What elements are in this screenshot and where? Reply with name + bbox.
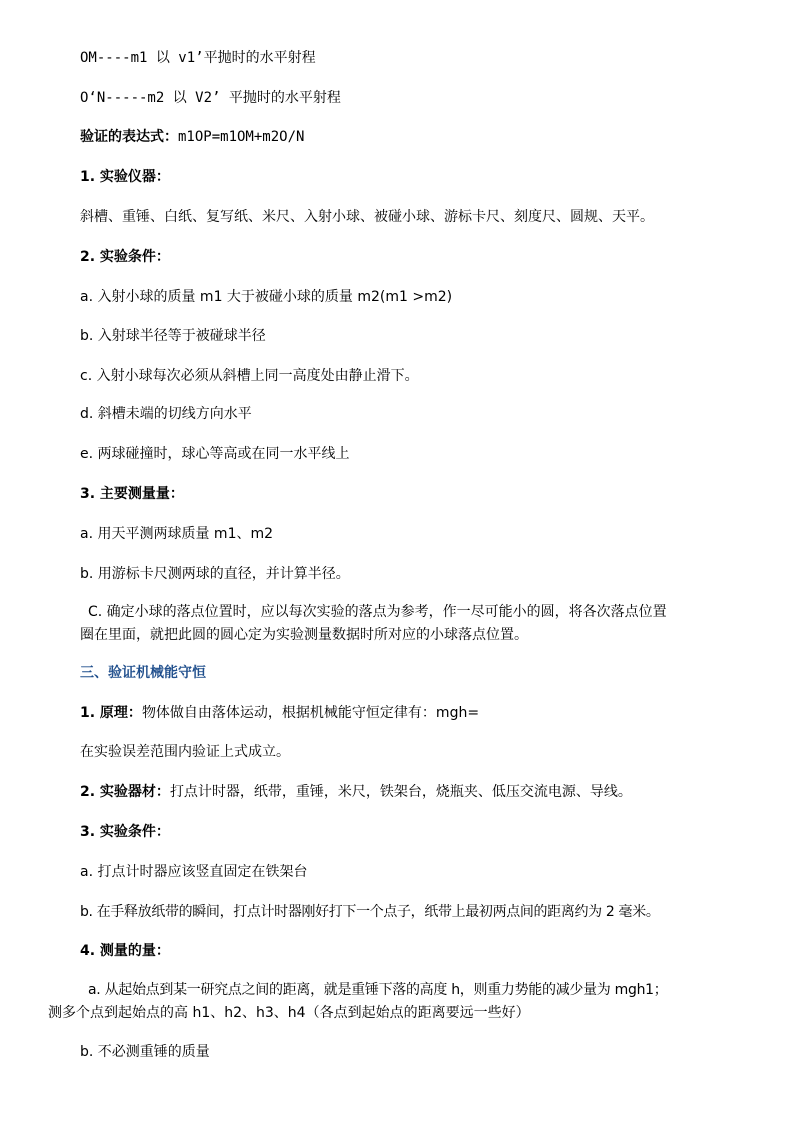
energy-measure-a-line1: a. 从起始点到某一研究点之间的距离，就是重锤下落的高度 h，则重力势能的减少量为 mgh1； [88, 982, 668, 998]
expression-label: 验证的表达式： [80, 129, 178, 145]
energy-condition-b: b. 在手释放纸带的瞬间，打点计时器刚好打下一个点子，纸带上最初两点间的距离约为 2 毫米。 [80, 904, 660, 920]
equipment-text: 打点计时器，纸带，重锤，米尺，铁架台，烧瓶夹、低压交流电源、导线。 [169, 784, 632, 800]
equipment-label: 2. 实验器材： [80, 784, 170, 800]
condition-d: d. 斜槽未端的切线方向水平 [80, 406, 252, 422]
line-om-range: OM----m1 以 v1’平抛时的水平射程 [80, 50, 316, 66]
principle-line [80, 704, 479, 722]
condition-a: a. 入射小球的质量 m1 大于被碰小球的质量 m2(m1 >m2) [80, 289, 453, 305]
section-energy-conservation-heading: 三、验证机械能守恒 [80, 665, 206, 681]
expression-line [80, 128, 304, 146]
equipment-line [80, 783, 632, 801]
instruments-list: 斜槽、重锤、白纸、复写纸、米尺、入射小球、被碰小球、游标卡尺、刻度尺、圆规、天平。 [80, 209, 654, 225]
energy-condition-a: a. 打点计时器应该竖直固定在铁架台 [80, 864, 308, 880]
verify-statement: 在实验误差范围内验证上式成立。 [80, 744, 290, 760]
section-instruments-heading: 1. 实验仪器： [80, 169, 170, 185]
measurement-a: a. 用天平测两球质量 m1、m2 [80, 526, 274, 542]
section-energy-measure-heading: 4. 测量的量： [80, 943, 170, 959]
principle-label: 1. 原理： [80, 705, 142, 721]
energy-measure-a-line2: 测多个点到起始点的高 h1、h2、h3、h4（各点到起始点的距离要远一些好） [48, 1005, 530, 1021]
measurement-c-line2: 圈在里面，就把此圆的圆心定为实验测量数据时所对应的小球落点位置。 [80, 627, 528, 643]
section-conditions-heading: 2. 实验条件： [80, 249, 170, 265]
measurement-b: b. 用游标卡尺测两球的直径，并计算半径。 [80, 566, 350, 582]
section-measurements-heading: 3. 主要测量量： [80, 486, 184, 502]
principle-text: 物体做自由落体运动，根据机械能守恒定律有：mgh= [141, 705, 480, 721]
line-on-range: O‘N-----m2 以 V2’ 平抛时的水平射程 [80, 90, 341, 106]
measurement-c-line1: C. 确定小球的落点位置时，应以每次实验的落点为参考，作一尽可能小的圆，将各次落点位置 [88, 604, 667, 620]
condition-b: b. 入射球半径等于被碰球半径 [80, 328, 266, 344]
section-energy-conditions-heading: 3. 实验条件： [80, 824, 170, 840]
expression-formula: m1OP=m1OM+m2O/N [178, 129, 305, 145]
condition-c: c. 入射小球每次必须从斜槽上同一高度处由静止滑下。 [80, 368, 419, 384]
energy-measure-b: b. 不必测重锤的质量 [80, 1044, 210, 1060]
condition-e: e. 两球碰撞时，球心等高或在同一水平线上 [80, 446, 350, 462]
